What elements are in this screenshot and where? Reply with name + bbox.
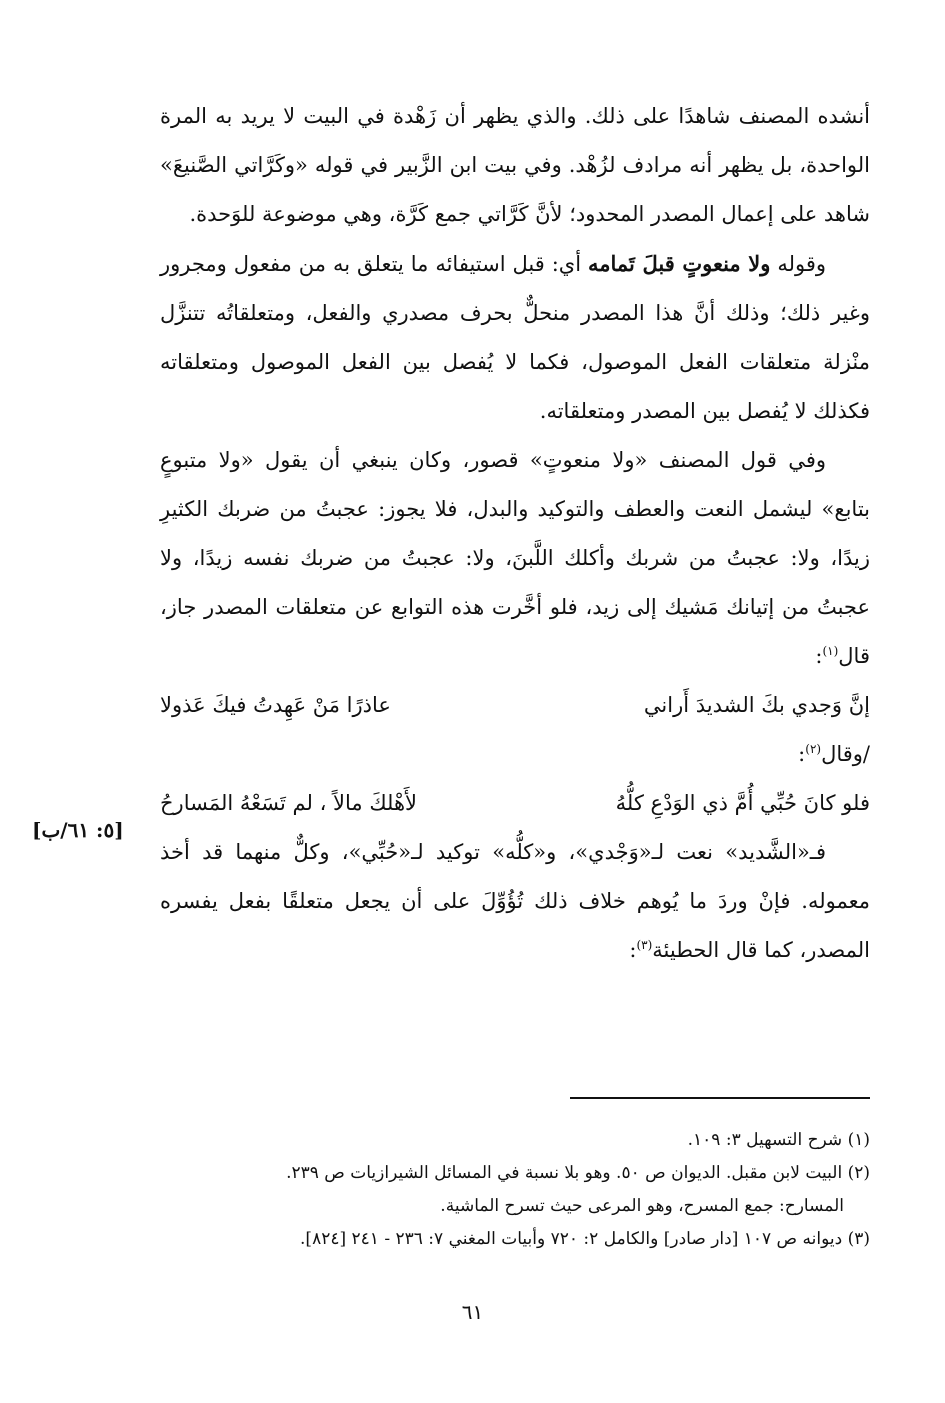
footnote-ref-3[interactable]: (٣) bbox=[636, 938, 653, 952]
footnote-3: (٣) ديوانه ص ١٠٧ [دار صادر] والكامل ٢: ٧٢٠ وأبيات المغني ٧: ٢٣٦ - ٢٤١ [٨٢٤]. bbox=[300, 1229, 870, 1249]
paragraph-5-end: : bbox=[629, 938, 637, 962]
footnote-ref-2[interactable]: (٢) bbox=[805, 742, 822, 756]
paragraph-4-text: /وقال bbox=[821, 742, 870, 766]
footnote-1: (١) شرح التسهيل ٣: ١٠٩. bbox=[687, 1130, 870, 1150]
footnote-ref-1[interactable]: (١) bbox=[822, 644, 839, 658]
paragraph-2 bbox=[160, 239, 870, 436]
page-number: ٦١ bbox=[461, 1300, 484, 1324]
footnote-separator bbox=[570, 1097, 870, 1099]
verse-1 bbox=[160, 681, 870, 730]
manuscript-folio-marker: [٥: ٦١/ب] bbox=[32, 818, 124, 842]
paragraph-5 bbox=[160, 828, 870, 975]
quoted-phrase: ولا منعوتٍ قبلَ تَمامه bbox=[588, 251, 771, 276]
footnote-2: (٢) البيت لابن مقبل. الديوان ص ٥٠. وهو بلا نسبة في المسائل الشيرازيات ص ٢٣٩. bbox=[286, 1163, 870, 1183]
verse-2-first-hemistich: فلو كانَ حُبِّي أُمَّ ذي الوَدْعِ كلُّهُ bbox=[615, 791, 870, 815]
footnotes bbox=[160, 1124, 870, 1256]
verse-1-first-hemistich: إنَّ وَجدي بكَ الشديدَ أَراني bbox=[643, 693, 870, 717]
paragraph-3 bbox=[160, 436, 870, 681]
verse-1-second-hemistich: عاذرًا مَنْ عَهِدتُ فيكَ عَذولا bbox=[160, 693, 391, 717]
paragraph-2-pre: وقوله bbox=[777, 252, 827, 276]
verse-2-second-hemistich: لأَهْلكَ مالاً ، لم تَسَعْهُ المَسارحُ bbox=[160, 791, 418, 815]
paragraph-5-text: فـ«الشَّديد» نعت لـ«وَجْدي»، و«كلُّه» توكيد لـ«حُبِّي»، وكلٌّ منهما قد أخذ معموله. فإنْ وردَ ما يُوهم خلاف ذلك تُؤُوِّلَ على أن يجعل متعلقًا بفعل يفسره المصدر، كما قال الحطيئة bbox=[160, 840, 870, 962]
main-text bbox=[160, 92, 870, 975]
footnote-2-continuation: المسارح: جمع المسرح، وهو المرعى حيث تسرح الماشية. bbox=[440, 1196, 844, 1216]
verse-2 bbox=[160, 779, 870, 828]
paragraph-4 bbox=[160, 730, 870, 779]
paragraph-3-text: وفي قول المصنف «ولا منعوتٍ» قصور، وكان ينبغي أن يقول «ولا متبوعٍ بتابع» ليشمل النعت والعطف والتوكيد والبدل، فلا يجوز: عجبتُ من ضربك الكثيرِ زيدًا، ولا: عجبتُ من شربك وأكلك اللَّبنَ، ولا: عجبتُ من ضربك نفسه زيدًا، ولا عجبتُ من إتيانك مَشيك إلى زيد، فلو أخَّرت هذه التوابع عن متعلقات المصدر جاز، قال bbox=[160, 448, 870, 668]
paragraph-2-post: أي: قبل استيفائه ما يتعلق به من مفعول ومجرور وغير ذلك؛ وذلك أنَّ هذا المصدر منحلٌّ بحرف مصدري والفعل، ومتعلقاتُه تتنزَّل منْزلة متعلقات الفعل الموصول، فكما لا يُفصل بين الفعل الموصول ومتعلقاته فكذلك لا يُفصل بين المصدر ومتعلقاته. bbox=[160, 252, 870, 423]
paragraph-1: أنشده المصنف شاهدًا على ذلك. والذي يظهر أن زَهْدة في البيت لا يريد به المرة الواحدة، بل يظهر أنه مرادف لزُهْد. وفي بيت ابن الزَّبير في قوله «وكَرَّاتي الصَّنيعَ» شاهد على إعمال المصدر المحدود؛ لأنَّ كَرَّاتي جمع كَرَّة، وهي موضوعة للوَحدة. bbox=[160, 104, 870, 226]
paragraph-4-end: : bbox=[798, 742, 806, 766]
paragraph-3-end: : bbox=[815, 644, 823, 668]
